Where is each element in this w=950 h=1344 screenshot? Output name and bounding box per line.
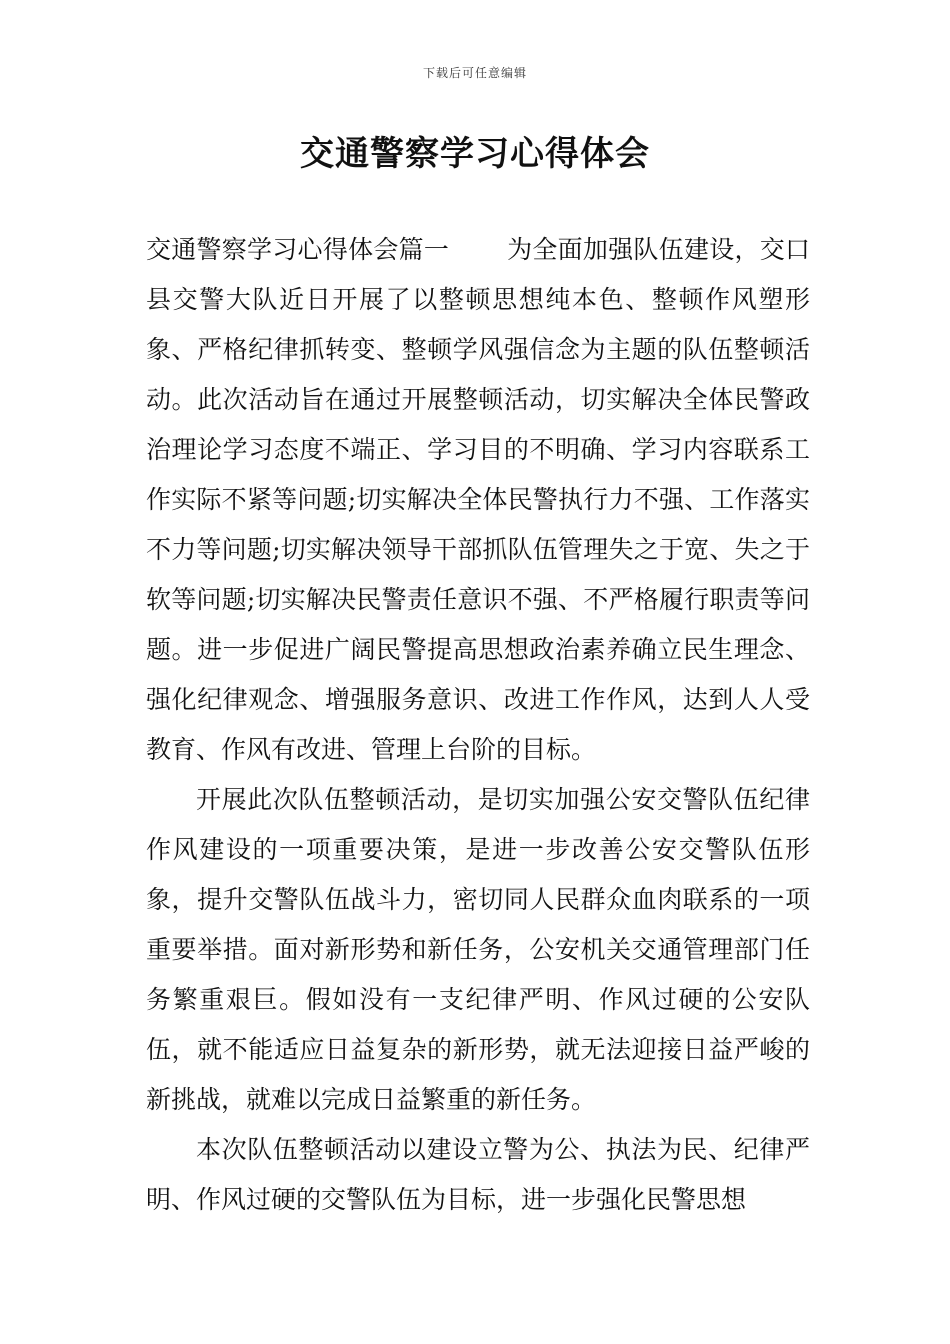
paragraph-1	[146, 225, 810, 775]
header-note: 下载后可任意编辑	[422, 66, 527, 80]
section-label: 交通警察学习心得体会篇一	[146, 235, 450, 264]
paragraph-2: 开展此次队伍整顿活动，是切实加强公安交警队伍纪律作风建设的一项重要决策，是进一步改善公安交警队伍形象，提升交警队伍战斗力，密切同人民群众血肉联系的一项重要举措。面对新形势和新任务，公安机关交通管理部门任务繁重艰巨。假如没有一支纪律严明、作风过硬的公安队伍，就不能适应日益复杂的新形势，就无法迎接日益严峻的新挑战，就难以完成日益繁重的新任务。	[146, 785, 810, 1114]
document-body	[146, 225, 810, 1225]
document-title: 交通警察学习心得体会	[300, 134, 650, 174]
paragraph-1-text: 为全面加强队伍建设，交口县交警大队近日开展了以整顿思想纯本色、整顿作风塑形象、严格纪律抓转变、整顿学风强信念为主题的队伍整顿活动。此次活动旨在通过开展整顿活动，切实解决全体民警政治理论学习态度不端正、学习目的不明确、学习内容联系工作实际不紧等问题;切实解决全体民警执行力不强、工作落实不力等问题;切实解决领导干部抓队伍管理失之于宽、失之于软等问题;切实解决民警责任意识不强、不严格履行职责等问题。进一步促进广阔民警提高思想政治素养确立民生理念、强化纪律观念、增强服务意识、改进工作作风，达到人人受教育、作风有改进、管理上台阶的目标。	[146, 235, 810, 764]
paragraph-3: 本次队伍整顿活动以建设立警为公、执法为民、纪律严明、作风过硬的交警队伍为目标，进一步强化民警思想	[146, 1135, 810, 1214]
